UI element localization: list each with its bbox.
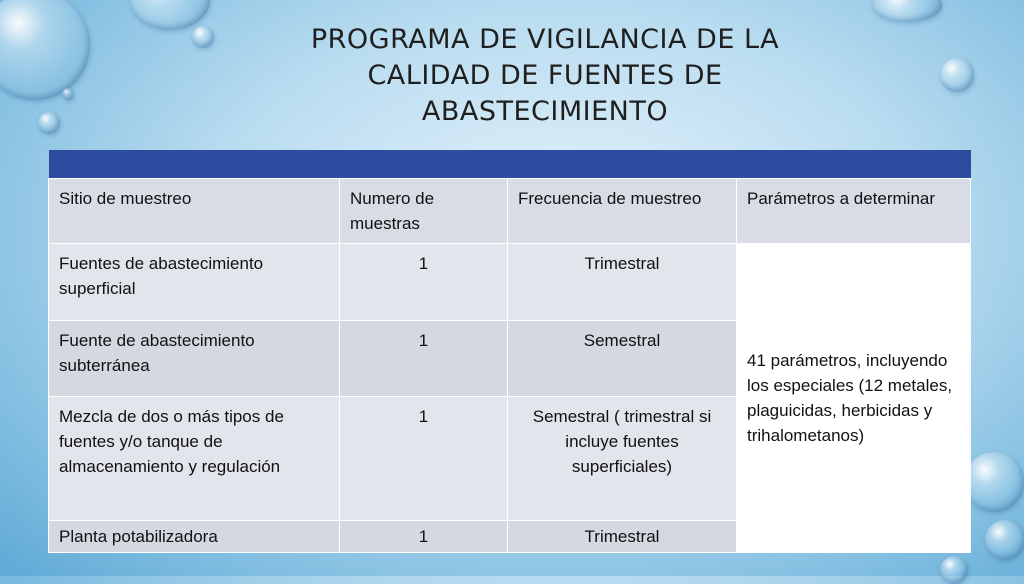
water-drop-decoration xyxy=(130,0,210,30)
cell-numero: 1 xyxy=(340,397,508,521)
sampling-table xyxy=(48,150,971,553)
water-drop-decoration xyxy=(0,0,90,100)
cell-frecuencia: Trimestral xyxy=(508,244,737,321)
title-line: PROGRAMA DE VIGILANCIA DE LA xyxy=(310,24,780,55)
slide-title xyxy=(240,22,850,130)
water-drop-decoration xyxy=(940,556,968,584)
column-header: Sitio de muestreo xyxy=(49,179,340,244)
cell-frecuencia: Semestral xyxy=(508,321,737,397)
water-drop-decoration xyxy=(38,112,60,134)
cell-frecuencia: Trimestral xyxy=(508,521,737,553)
water-drop-decoration xyxy=(62,88,74,100)
table-caption: Análisis fisicoquímicos y análisis microbiológicos xyxy=(49,150,971,179)
table-row xyxy=(49,244,971,321)
water-drop-decoration xyxy=(192,26,214,48)
cell-parametros: 41 parámetros, incluyendo los especiales (12 metales, plaguicidas, herbicidas y trihalometanos) xyxy=(737,244,971,553)
table-header-row xyxy=(49,179,971,244)
cell-sitio: Mezcla de dos o más tipos de fuentes y/o tanque de almacenamiento y regulación xyxy=(49,397,340,521)
water-drop-decoration xyxy=(940,58,974,92)
water-drop-decoration xyxy=(872,0,942,22)
water-drop-decoration xyxy=(985,520,1024,560)
cell-sitio: Planta potabilizadora xyxy=(49,521,340,553)
title-line: ABASTECIMIENTO xyxy=(421,96,669,127)
table-caption-row xyxy=(49,150,971,179)
water-drop-decoration xyxy=(964,452,1024,512)
cell-sitio: Fuente de abastecimiento subterránea xyxy=(49,321,340,397)
title-line: CALIDAD DE FUENTES DE xyxy=(367,60,723,91)
cell-sitio: Fuentes de abastecimiento superficial xyxy=(49,244,340,321)
cell-numero: 1 xyxy=(340,521,508,553)
cell-numero: 1 xyxy=(340,321,508,397)
column-header: Numero de muestras xyxy=(340,179,508,244)
column-header: Frecuencia de muestreo xyxy=(508,179,737,244)
cell-numero: 1 xyxy=(340,244,508,321)
column-header: Parámetros a determinar xyxy=(737,179,971,244)
cell-frecuencia: Semestral ( trimestral si incluye fuentes superficiales) xyxy=(508,397,737,521)
